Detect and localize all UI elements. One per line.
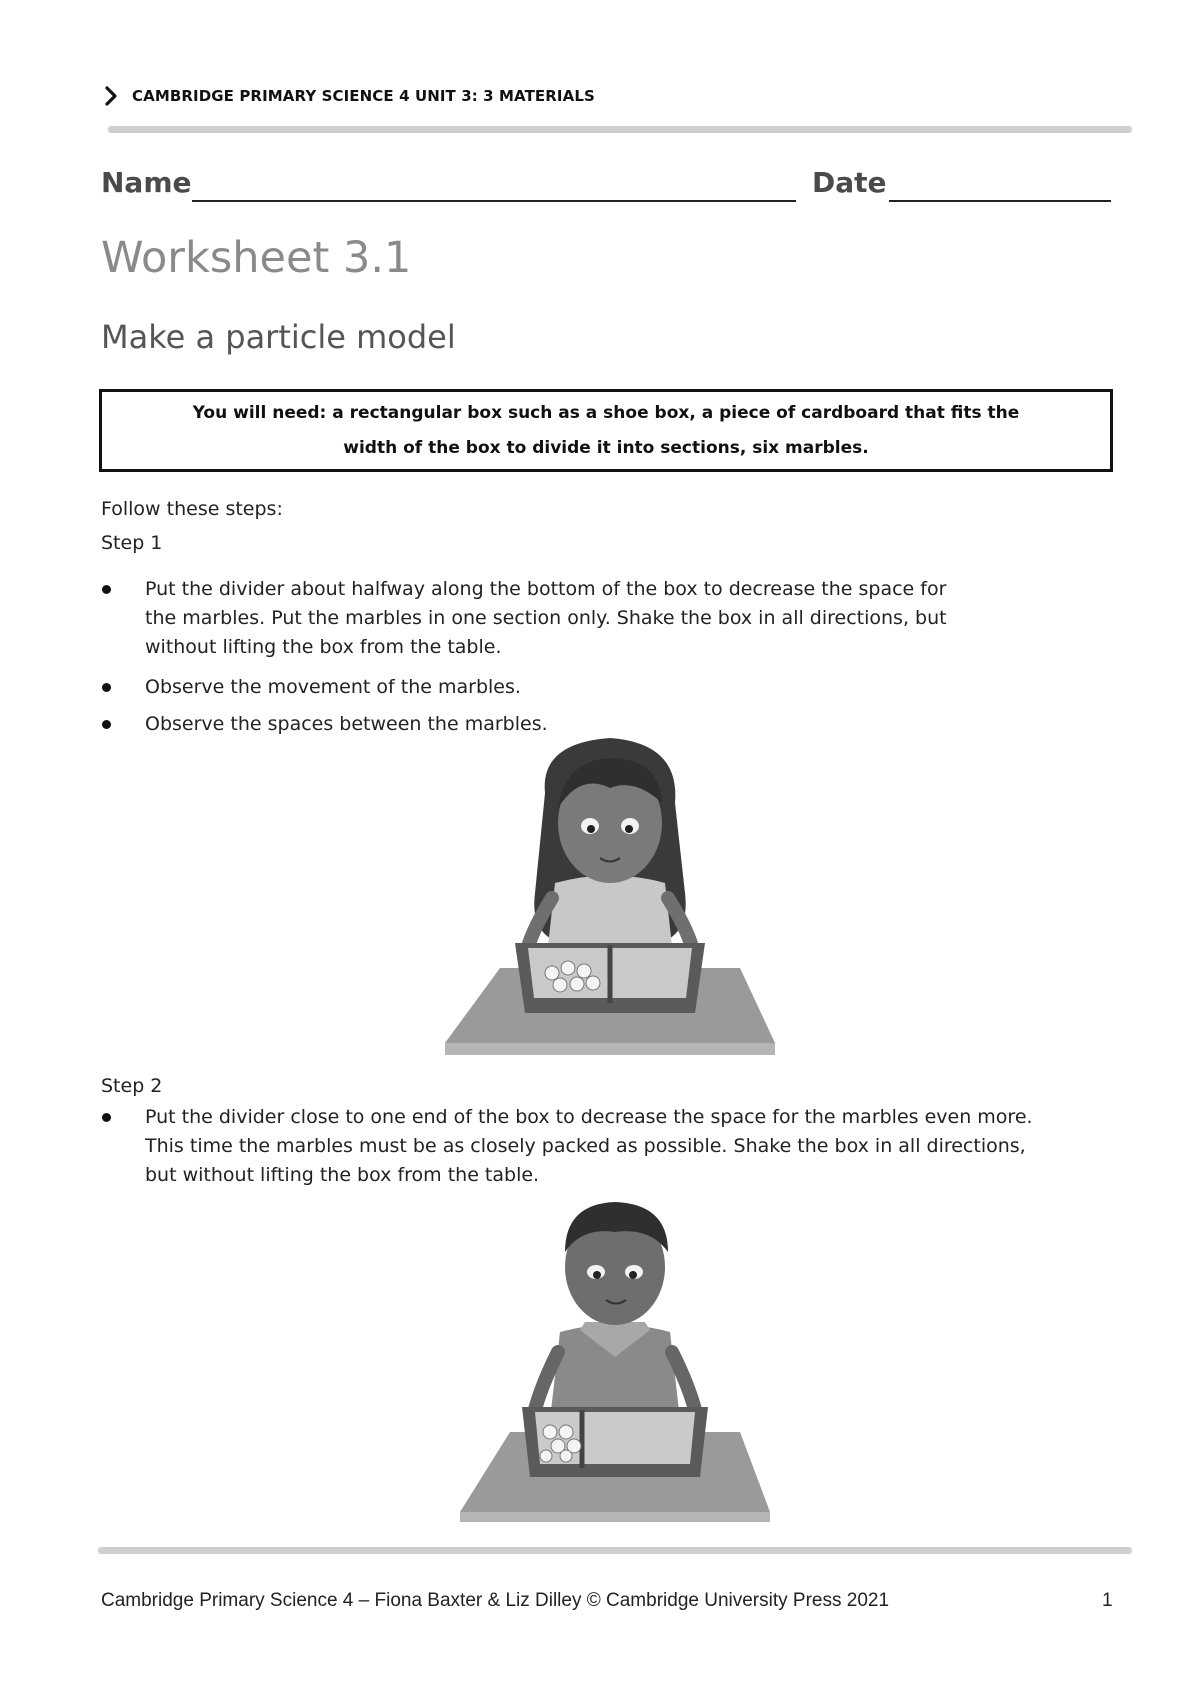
worksheet-title: Worksheet 3.1 bbox=[101, 233, 412, 283]
instructions-intro: Follow these steps: bbox=[101, 498, 283, 520]
bullet-marker bbox=[102, 720, 111, 729]
date-label: Date bbox=[812, 166, 887, 199]
boy-with-box-illustration bbox=[450, 1192, 780, 1522]
date-field[interactable] bbox=[889, 200, 1111, 202]
footer-credit: Cambridge Primary Science 4 – Fiona Baxter & Liz Dilley © Cambridge University Press 2021 bbox=[101, 1590, 890, 1611]
footer-divider bbox=[98, 1547, 1132, 1554]
materials-box bbox=[99, 389, 1113, 472]
header-title: CAMBRIDGE PRIMARY SCIENCE 4 UNIT 3: 3 MATERIALS bbox=[132, 87, 595, 105]
step-1-label: Step 1 bbox=[101, 532, 163, 554]
chevron-right-icon bbox=[104, 86, 118, 106]
name-field[interactable] bbox=[192, 200, 796, 202]
step-2-label: Step 2 bbox=[101, 1075, 163, 1097]
step-1-bullet-3: Observe the spaces between the marbles. bbox=[145, 713, 548, 735]
step-2-bullet-1: Put the divider close to one end of the box to decrease the space for the marbles even more. This time the marbles must be as closely packed as possible. Shake the box in all directions, but without lifting the box from the table. bbox=[145, 1106, 1033, 1186]
girl-with-box-illustration bbox=[440, 733, 780, 1063]
worksheet-subtitle: Make a particle model bbox=[101, 318, 456, 356]
bullet-marker bbox=[102, 683, 111, 692]
name-date-row bbox=[101, 166, 1121, 206]
page-header bbox=[104, 86, 595, 106]
page-number: 1 bbox=[1102, 1590, 1113, 1611]
step-1-bullet-2: Observe the movement of the marbles. bbox=[145, 676, 521, 698]
step-1-bullet-1: Put the divider about halfway along the bottom of the box to decrease the space for the marbles. Put the marbles in one section only. Shake the box in all directions, but without lifting the box from the table. bbox=[145, 578, 947, 658]
header-divider bbox=[108, 126, 1132, 133]
bullet-marker bbox=[102, 1113, 111, 1122]
materials-text: You will need: a rectangular box such as a shoe box, a piece of cardboard that fits the width of the box to divide it into sections, six marbles. bbox=[192, 402, 1020, 458]
name-label: Name bbox=[101, 166, 192, 199]
bullet-marker bbox=[102, 585, 111, 594]
